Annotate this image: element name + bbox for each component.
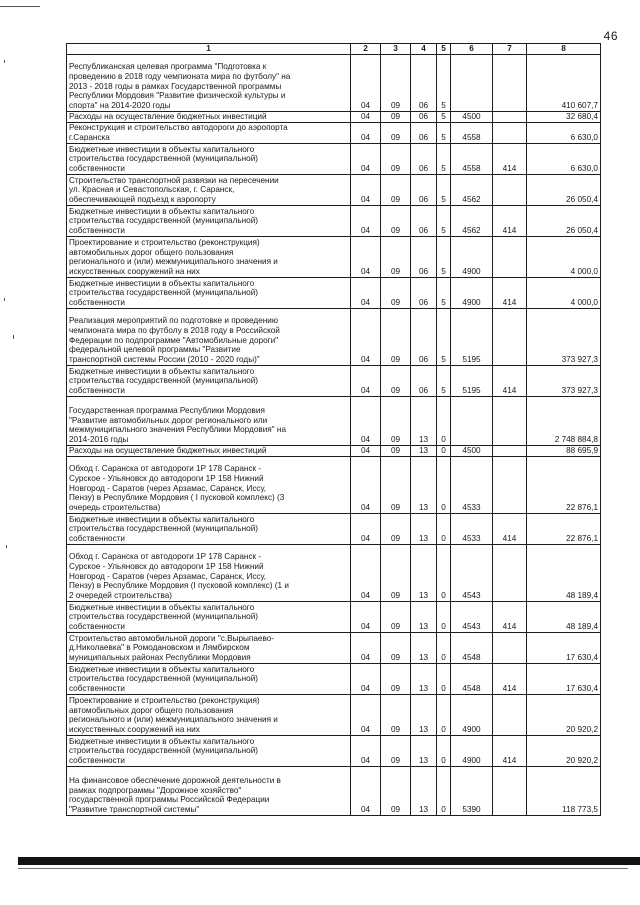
expense-type-code [493, 175, 527, 206]
subsection-code: 09 [381, 123, 411, 144]
target-article-code: 4558 [451, 144, 493, 175]
subsection-code: 09 [381, 446, 411, 457]
scan-mark [13, 335, 14, 339]
subsection-code: 09 [381, 545, 411, 602]
target-article-code: 4900 [451, 237, 493, 278]
target-article-code: 0 [437, 767, 451, 816]
row-name: Бюджетные инвестиции в объекты капитального строительства государственной (муниципальной) собственности [67, 144, 351, 175]
expense-type-code [493, 446, 527, 457]
row-name: Бюджетные инвестиции в объекты капитального строительства государственной (муниципальной) собственности [67, 514, 351, 545]
subsection-code: 09 [381, 175, 411, 206]
target-article-code [451, 55, 493, 112]
target-article-code: 5 [437, 144, 451, 175]
subsection-code: 09 [381, 633, 411, 664]
section-code: 04 [351, 397, 381, 446]
target-article-code: 13 [411, 767, 437, 816]
row-name: На финансовое обеспечение дорожной деятельности в рамках подпрограммы "Дорожное хозяйство" государственной программы Российской Федерации "Развитие транспортной системы" [67, 767, 351, 816]
amount: 22 876,1 [527, 457, 601, 514]
table-row [67, 206, 601, 237]
amount: 20 920,2 [527, 695, 601, 736]
expense-type-code: 414 [493, 278, 527, 309]
section-code: 04 [351, 514, 381, 545]
header-cell: 3 [381, 44, 411, 55]
target-article-code: 4548 [451, 664, 493, 695]
subsection-code: 09 [381, 397, 411, 446]
target-article-code: 4543 [451, 602, 493, 633]
row-name: Бюджетные инвестиции в объекты капитального строительства государственной (муниципальной) собственности [67, 366, 351, 397]
subsection-code: 09 [381, 664, 411, 695]
target-article-code: 5 [437, 206, 451, 237]
section-code: 04 [351, 664, 381, 695]
row-name: Бюджетные инвестиции в объекты капитального строительства государственной (муниципальной) собственности [67, 664, 351, 695]
target-article-code: 5 [437, 175, 451, 206]
target-article-code: 4500 [451, 446, 493, 457]
section-code: 04 [351, 457, 381, 514]
expense-type-code: 414 [493, 664, 527, 695]
target-article-code: 06 [411, 366, 437, 397]
target-article-code: 0 [437, 695, 451, 736]
scan-edge-line [18, 868, 628, 869]
section-code: 04 [351, 695, 381, 736]
amount: 32 680,4 [527, 112, 601, 123]
target-article-code: 13 [411, 397, 437, 446]
header-cell: 4 [411, 44, 437, 55]
section-code: 04 [351, 206, 381, 237]
section-code: 04 [351, 446, 381, 457]
target-article-code: 4548 [451, 633, 493, 664]
target-article-code: 4900 [451, 736, 493, 767]
target-article-code: 5390 [451, 767, 493, 816]
target-article-code: 13 [411, 446, 437, 457]
target-article-code: 0 [437, 545, 451, 602]
row-name: Бюджетные инвестиции в объекты капитального строительства государственной (муниципальной) собственности [67, 206, 351, 237]
section-code: 04 [351, 237, 381, 278]
amount: 48 189,4 [527, 545, 601, 602]
amount: 88 695,9 [527, 446, 601, 457]
amount: 373 927,3 [527, 366, 601, 397]
amount: 118 773,5 [527, 767, 601, 816]
target-article-code: 06 [411, 112, 437, 123]
target-article-code: 0 [437, 602, 451, 633]
subsection-code: 09 [381, 695, 411, 736]
target-article-code: 5 [437, 112, 451, 123]
table-row [67, 123, 601, 144]
section-code: 04 [351, 175, 381, 206]
subsection-code: 09 [381, 514, 411, 545]
target-article-code: 0 [437, 633, 451, 664]
section-code: 04 [351, 112, 381, 123]
scan-mark [6, 545, 7, 548]
row-name: Строительство автомобильной дороги "с.Вырыпаево- д.Николаевка" в Ромодановском и Лямбирском муниципальных районах Республики Мордовия [67, 633, 351, 664]
row-name: Проектирование и строительство (реконструкция) автомобильных дорог общего пользования регионального и (или) межмуниципального значения и искусственных сооружений на них [67, 695, 351, 736]
subsection-code: 09 [381, 206, 411, 237]
target-article-code: 4500 [451, 112, 493, 123]
target-article-code: 06 [411, 309, 437, 366]
amount: 48 189,4 [527, 602, 601, 633]
target-article-code: 5 [437, 366, 451, 397]
expense-type-code [493, 767, 527, 816]
subsection-code: 09 [381, 144, 411, 175]
expense-type-code: 414 [493, 144, 527, 175]
target-article-code: 13 [411, 664, 437, 695]
table-row [67, 55, 601, 112]
table-row [67, 144, 601, 175]
amount: 4 000,0 [527, 278, 601, 309]
expense-type-code [493, 633, 527, 664]
section-code: 04 [351, 767, 381, 816]
expense-type-code: 414 [493, 736, 527, 767]
page-number: 46 [603, 29, 618, 43]
table-row [67, 736, 601, 767]
table-row [67, 278, 601, 309]
amount: 6 630,0 [527, 144, 601, 175]
table-row [67, 446, 601, 457]
header-cell: 7 [493, 44, 527, 55]
target-article-code: 4562 [451, 206, 493, 237]
amount: 2 748 884,8 [527, 397, 601, 446]
subsection-code: 09 [381, 602, 411, 633]
subsection-code: 09 [381, 736, 411, 767]
target-article-code: 13 [411, 695, 437, 736]
amount: 6 630,0 [527, 123, 601, 144]
target-article-code: 13 [411, 736, 437, 767]
subsection-code: 09 [381, 767, 411, 816]
subsection-code: 09 [381, 366, 411, 397]
table-header [67, 44, 601, 55]
target-article-code: 06 [411, 55, 437, 112]
section-code: 04 [351, 366, 381, 397]
row-name: Республиканская целевая программа "Подготовка к проведению в 2018 году чемпионата мира по футболу" на 2013 - 2018 годы в рамках Государственной программы Республики Мордовия "Развитие физической культуры и спорта" на 2014-2020 годы [67, 55, 351, 112]
table-row [67, 514, 601, 545]
section-code: 04 [351, 309, 381, 366]
expense-type-code [493, 237, 527, 278]
table-body [67, 55, 601, 816]
amount: 20 920,2 [527, 736, 601, 767]
header-cell: 2 [351, 44, 381, 55]
section-code: 04 [351, 55, 381, 112]
target-article-code: 06 [411, 278, 437, 309]
target-article-code: 5 [437, 278, 451, 309]
row-name: Обход г. Саранска от автодороги 1Р 178 Саранск - Сурское - Ульяновск до автодороги 1Р 158 Нижний Новгород - Саратов (через Арзамас, Саранск, Иссу, Пензу) в Республике Мордовия (I пусковой комплекс) (1 и 2 очередей строительства) [67, 545, 351, 602]
amount: 4 000,0 [527, 237, 601, 278]
target-article-code: 0 [437, 736, 451, 767]
table-row [67, 366, 601, 397]
budget-table [66, 43, 601, 816]
target-article-code: 13 [411, 602, 437, 633]
target-article-code: 06 [411, 123, 437, 144]
table-row [67, 457, 601, 514]
target-article-code: 4533 [451, 457, 493, 514]
target-article-code: 0 [437, 397, 451, 446]
target-article-code: 13 [411, 514, 437, 545]
subsection-code: 09 [381, 112, 411, 123]
amount: 26 050,4 [527, 206, 601, 237]
subsection-code: 09 [381, 309, 411, 366]
table-row [67, 633, 601, 664]
row-name: Государственная программа Республики Мордовия "Развитие автомобильных дорог регионального или межмуниципального значения Республики Мордовия" на 2014-2016 годы [67, 397, 351, 446]
section-code: 04 [351, 736, 381, 767]
target-article-code: 0 [437, 457, 451, 514]
scan-mark [0, 6, 40, 7]
table-row [67, 397, 601, 446]
expense-type-code [493, 112, 527, 123]
subsection-code: 09 [381, 55, 411, 112]
target-article-code: 06 [411, 175, 437, 206]
subsection-code: 09 [381, 457, 411, 514]
target-article-code: 13 [411, 633, 437, 664]
target-article-code: 0 [437, 446, 451, 457]
target-article-code: 5 [437, 309, 451, 366]
table-row [67, 767, 601, 816]
target-article-code: 4558 [451, 123, 493, 144]
row-name: Проектирование и строительство (реконструкция) автомобильных дорог общего пользования регионального и (или) межмуниципального значения и искусственных сооружений на них [67, 237, 351, 278]
table-row [67, 237, 601, 278]
section-code: 04 [351, 278, 381, 309]
target-article-code: 5 [437, 237, 451, 278]
expense-type-code: 414 [493, 206, 527, 237]
table-row [67, 545, 601, 602]
expense-type-code [493, 545, 527, 602]
expense-type-code [493, 695, 527, 736]
header-cell: 8 [527, 44, 601, 55]
table-row [67, 602, 601, 633]
row-name: Реконструкция и строительство автодороги до аэропорта г.Саранска [67, 123, 351, 144]
target-article-code: 13 [411, 457, 437, 514]
target-article-code: 4900 [451, 278, 493, 309]
target-article-code: 4543 [451, 545, 493, 602]
target-article-code: 06 [411, 206, 437, 237]
section-code: 04 [351, 144, 381, 175]
scan-mark [4, 60, 5, 63]
target-article-code: 0 [437, 514, 451, 545]
row-name: Строительство транспортной развязки на пересечении ул. Красная и Севастопольская, г. Саранск, обеспечивающей подъезд к аэропорту [67, 175, 351, 206]
section-code: 04 [351, 123, 381, 144]
target-article-code: 5195 [451, 309, 493, 366]
table-row [67, 309, 601, 366]
row-name: Бюджетные инвестиции в объекты капитального строительства государственной (муниципальной) собственности [67, 736, 351, 767]
target-article-code: 5 [437, 55, 451, 112]
amount: 22 876,1 [527, 514, 601, 545]
section-code: 04 [351, 633, 381, 664]
amount: 17 630,4 [527, 633, 601, 664]
expense-type-code [493, 55, 527, 112]
row-name: Расходы на осуществление бюджетных инвестиций [67, 446, 351, 457]
table-row [67, 664, 601, 695]
amount: 17 630,4 [527, 664, 601, 695]
row-name: Бюджетные инвестиции в объекты капитального строительства государственной (муниципальной) собственности [67, 602, 351, 633]
table-row [67, 112, 601, 123]
target-article-code [451, 397, 493, 446]
amount: 26 050,4 [527, 175, 601, 206]
row-name: Расходы на осуществление бюджетных инвестиций [67, 112, 351, 123]
target-article-code: 06 [411, 144, 437, 175]
expense-type-code: 414 [493, 514, 527, 545]
section-code: 04 [351, 602, 381, 633]
table-row [67, 695, 601, 736]
target-article-code: 13 [411, 545, 437, 602]
table-row [67, 175, 601, 206]
target-article-code: 0 [437, 664, 451, 695]
scan-mark [4, 298, 5, 301]
amount: 373 927,3 [527, 309, 601, 366]
row-name: Бюджетные инвестиции в объекты капитального строительства государственной (муниципальной) собственности [67, 278, 351, 309]
expense-type-code: 414 [493, 602, 527, 633]
header-cell: 1 [67, 44, 351, 55]
row-name: Реализация мероприятий по подготовке и проведению чемпионата мира по футболу в 2018 году в Российской Федерации по подпрограмме "Автомобильные дороги" федеральной целевой программы "Развитие транспортной системы России (2010 - 2020 годы)" [67, 309, 351, 366]
scan-edge-bar [18, 857, 640, 865]
expense-type-code [493, 309, 527, 366]
header-row [67, 44, 601, 55]
target-article-code: 5195 [451, 366, 493, 397]
amount: 410 607,7 [527, 55, 601, 112]
expense-type-code [493, 457, 527, 514]
target-article-code: 4533 [451, 514, 493, 545]
section-code: 04 [351, 545, 381, 602]
subsection-code: 09 [381, 278, 411, 309]
header-cell: 6 [451, 44, 493, 55]
target-article-code: 4900 [451, 695, 493, 736]
expense-type-code [493, 123, 527, 144]
header-cell: 5 [437, 44, 451, 55]
target-article-code: 06 [411, 237, 437, 278]
target-article-code: 4562 [451, 175, 493, 206]
row-name: Обход г. Саранска от автодороги 1Р 178 Саранск - Сурское - Ульяновск до автодороги 1Р 158 Нижний Новгород - Саратов (через Арзамас, Саранск, Иссу, Пензу) в Республике Мордовия ( I пусковой комплекс) (3 очередь строительства) [67, 457, 351, 514]
target-article-code: 5 [437, 123, 451, 144]
expense-type-code [493, 397, 527, 446]
expense-type-code: 414 [493, 366, 527, 397]
subsection-code: 09 [381, 237, 411, 278]
